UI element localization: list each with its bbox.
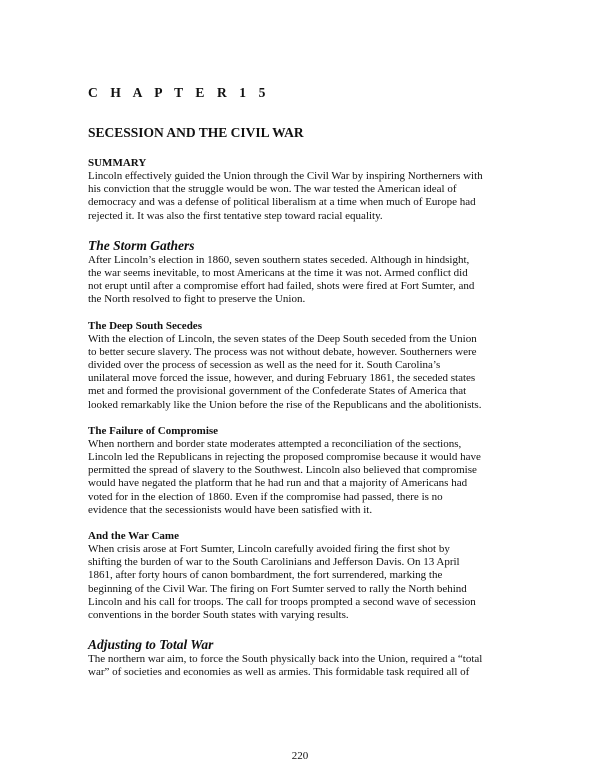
war-came-line: Lincoln and his call for troops. The call for troops prompted a second wave of secession — [88, 595, 476, 608]
storm-gathers-line: the North resolved to fight to preserve the Union. — [88, 293, 306, 306]
compromise-line: permitted the spread of slavery to the Southwest. Lincoln also believed that compromise — [88, 464, 477, 477]
war-came-line: 1861, after forty hours of canon bombardment, the fort surrendered, marking the — [88, 569, 443, 582]
summary-line: his conviction that the struggle would be won. The war tested the American ideal of — [88, 183, 457, 196]
subsection-heading-compromise: The Failure of Compromise — [88, 424, 219, 437]
chapter-title: SECESSION AND THE CIVIL WAR — [88, 125, 304, 140]
war-came-paragraph — [88, 543, 524, 622]
page-number: 220 — [291, 750, 309, 762]
storm-gathers-line: not erupt until after a compromise effort had failed, shots were fired at Fort Sumter, and — [88, 280, 475, 293]
total-war-line: The northern war aim, to force the South physically back into the Union, required a “total — [88, 653, 483, 666]
summary-heading: SUMMARY — [88, 157, 147, 169]
summary-line: rejected it. It was also the first tentative step toward racial equality. — [88, 209, 383, 222]
deep-south-line: divided over the process of secession as well as the need for it. South Carolina’s — [88, 359, 441, 372]
compromise-line: voted for in the election of 1860. Even if the compromise had passed, there is no — [88, 490, 443, 503]
storm-gathers-line: the war seems inevitable, to most Americans at the time it was not. Armed conflict did — [88, 267, 468, 280]
summary-line: democracy and was a defense of political liberalism at a time when much of Europe had — [88, 196, 476, 209]
compromise-paragraph — [88, 438, 524, 517]
storm-gathers-paragraph — [88, 254, 524, 307]
compromise-line: would have negated the platform that he had run and that a majority of Americans had — [88, 477, 468, 490]
deep-south-line: unilateral move forced the issue, however, and during February 1861, the seceded states — [88, 372, 476, 385]
compromise-line: Lincoln led the Republicans in rejecting the proposed compromise because it would have — [88, 451, 481, 464]
subsection-heading-deep-south: The Deep South Secedes — [88, 319, 202, 332]
war-came-line: When crisis arose at Fort Sumter, Lincoln carefully avoided firing the first shot by — [88, 543, 450, 556]
deep-south-line: looked remarkably like the Union before the rise of the Republicans and the abolitionists. — [88, 398, 482, 411]
war-came-line: shifting the burden of war to the South Carolinians and Jefferson Davis. On 13 April — [88, 556, 460, 569]
war-came-line: beginning of the Civil War. The firing on Fort Sumter served to rally the North behind — [88, 582, 467, 595]
section-heading-total-war: Adjusting to Total War — [88, 637, 214, 653]
chapter-label: C H A P T E R 1 5 — [88, 85, 270, 100]
deep-south-paragraph — [88, 333, 524, 412]
document-page — [88, 84, 524, 680]
summary-line: Lincoln effectively guided the Union through the Civil War by inspiring Northerners with — [88, 170, 483, 182]
summary-paragraph — [88, 170, 524, 223]
section-heading-storm-gathers: The Storm Gathers — [88, 237, 195, 253]
deep-south-line: met and formed the provisional government of the Confederate States of America that — [88, 385, 467, 398]
deep-south-line: to better secure slavery. The process was not without debate, however. Southerners were — [88, 345, 477, 358]
storm-gathers-line: After Lincoln’s election in 1860, seven southern states seceded. Although in hindsight, — [88, 253, 470, 266]
war-came-line: conventions in the border South states with varying results. — [88, 609, 349, 622]
total-war-paragraph — [88, 653, 524, 679]
compromise-line: evidence that the secessionists would have been satisfied with it. — [88, 503, 373, 516]
compromise-line: When northern and border state moderates attempted a reconciliation of the sections, — [88, 437, 462, 450]
total-war-line: war” of societies and economies as well as armies. This formidable task required all of — [88, 666, 470, 679]
subsection-heading-war-came: And the War Came — [88, 530, 179, 543]
deep-south-line: With the election of Lincoln, the seven states of the Deep South seceded from the Union — [88, 332, 477, 345]
